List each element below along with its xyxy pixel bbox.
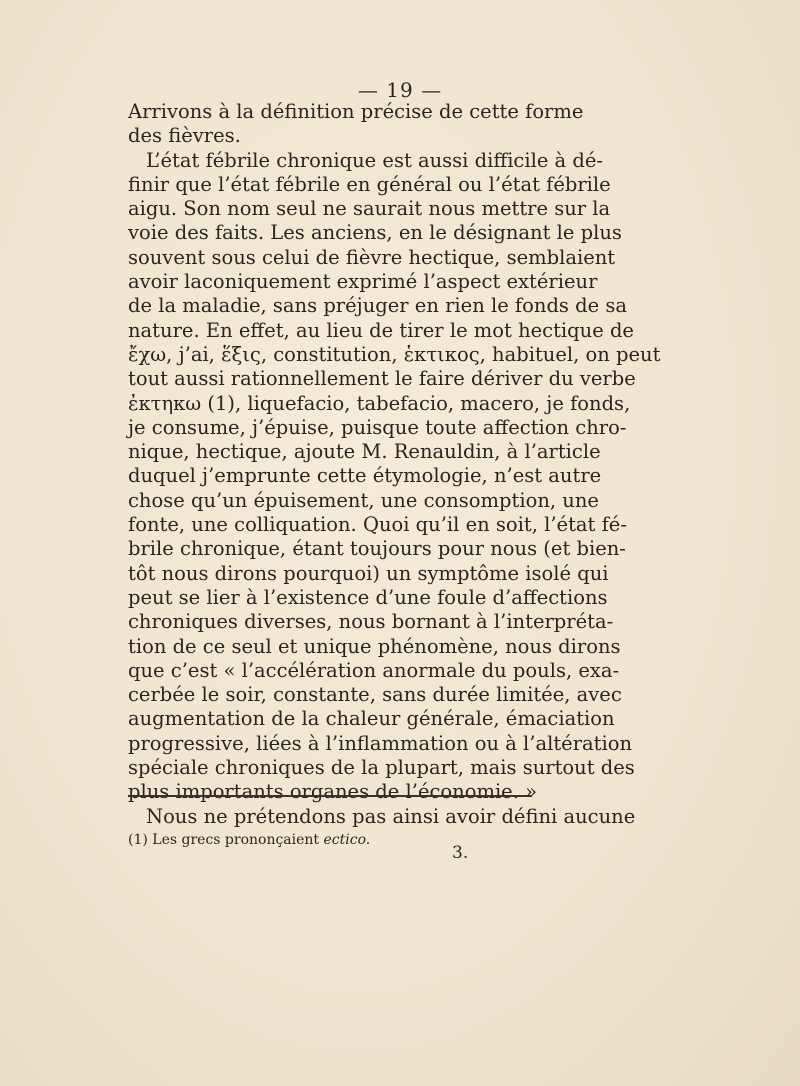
text-line: je consume, j’épuise, puisque toute affection chro-	[128, 415, 627, 439]
text-line: peut se lier à l’existence d’une foule d’affections	[128, 585, 608, 609]
text-line: aigu. Son nom seul ne saurait nous mettre sur la	[128, 197, 611, 221]
footnote-rule	[128, 795, 532, 797]
page-number: — 19 —	[357, 78, 443, 102]
text-line: ἐκτηκω (1), liquefacio, tabefacio, macero, je fonds,	[128, 391, 631, 415]
text-line: tout aussi rationnellement le faire dériver du verbe	[128, 367, 636, 391]
text-line: chose qu’un épuisement, une consomption, une	[128, 488, 599, 512]
text-line: des fièvres.	[128, 124, 241, 148]
footnote-word: ectico.	[323, 832, 371, 848]
text-line: duquel j’emprunte cette étymologie, n’est autre	[128, 464, 602, 488]
text-line: L’état fébrile chronique est aussi difficile à dé-	[146, 148, 603, 172]
text-line: Nous ne prétendons pas ainsi avoir défini aucune	[146, 804, 636, 828]
footnote	[128, 832, 370, 848]
text-line: plus importants organes de l’économie. »	[128, 780, 538, 804]
text-line: chroniques diverses, nous bornant à l’interpréta-	[128, 610, 614, 634]
text-line: progressive, liées à l’inflammation ou à l’altération	[128, 731, 633, 755]
text-line: nique, hectique, ajoute M. Renauldin, à l’article	[128, 440, 601, 464]
text-line: finir que l’état fébrile en général ou l’état fébrile	[128, 172, 611, 196]
text-line: cerbée le soir, constante, sans durée limitée, avec	[128, 683, 622, 707]
text-line: brile chronique, étant toujours pour nous (et bien-	[128, 537, 626, 561]
text-line: de la maladie, sans préjuger en rien le fonds de sa	[128, 294, 627, 318]
signature-mark: 3.	[452, 843, 469, 863]
text-line: avoir laconiquement exprimé l’aspect extérieur	[128, 270, 598, 294]
text-line: voie des faits. Les anciens, en le désignant le plus	[128, 221, 622, 245]
text-line: tion de ce seul et unique phénomène, nous dirons	[128, 634, 621, 658]
footnote-text: (1) Les grecs prononçaient	[128, 832, 320, 848]
text-line: spéciale chroniques de la plupart, mais surtout des	[128, 756, 635, 780]
text-line: souvent sous celui de fièvre hectique, semblaient	[128, 245, 616, 269]
text-line: Arrivons à la définition précise de cette forme	[128, 100, 584, 123]
text-line: que c’est « l’accélération anormale du pouls, exa-	[128, 658, 620, 682]
text-line: nature. En effet, au lieu de tirer le mot hectique de	[128, 318, 634, 342]
body-text	[128, 100, 661, 829]
text-line: tôt nous dirons pourquoi) un symptôme isolé qui	[128, 561, 609, 585]
text-line: augmentation de la chaleur générale, émaciation	[128, 707, 615, 731]
text-line: ἔχω, j’ai, ἕξις, constitution, ἑκτικος, habituel, on peut	[128, 342, 661, 366]
text-line: fonte, une colliquation. Quoi qu’il en soit, l’état fé-	[128, 513, 627, 537]
